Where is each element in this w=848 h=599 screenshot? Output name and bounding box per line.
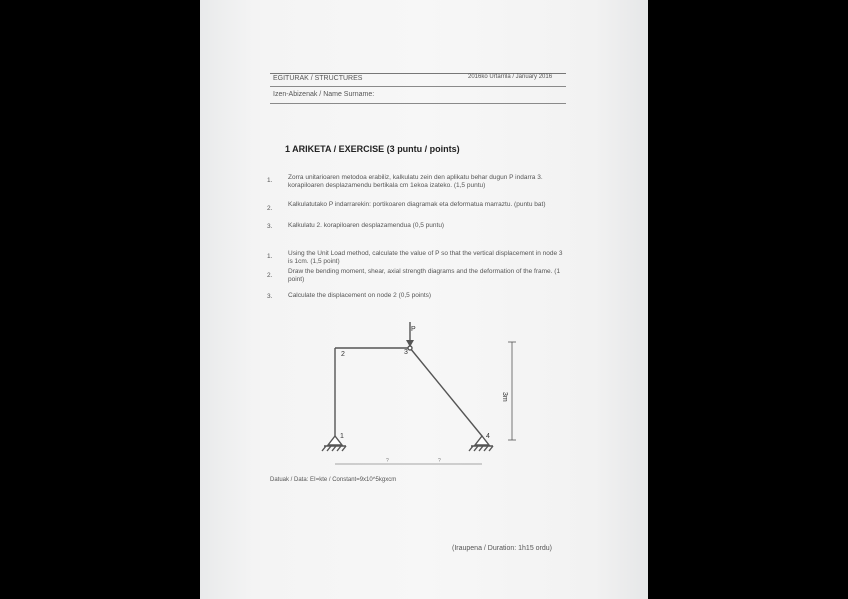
item-number: 2. <box>267 272 273 279</box>
diagonal-member <box>410 348 482 436</box>
node-label-4: 4 <box>486 433 490 440</box>
item-number: 3. <box>267 223 273 230</box>
frame-figure <box>300 312 540 472</box>
basque-item: Kalkulatutako P indarrarekin: portikoaren diagramak eta deformatua marraztu. (puntu bat) <box>288 201 546 208</box>
basque-item: Kalkulatu 2. korapiloaren desplazamendua (0,5 puntu) <box>288 222 445 229</box>
span-label-left: ? <box>386 458 389 464</box>
node-label-1: 1 <box>340 433 344 440</box>
english-item: Calculate the displacement on node 2 (0,5 points) <box>288 292 432 299</box>
item-number: 3. <box>267 293 273 300</box>
basque-item: Zorra unitarioaren metodoa erabiliz, kalkulatu zein den aplikatu behar dugun P indarra 3. korapiloaren desplazamendu bertikala cm 1ekoa izateko. (1,5 puntu) <box>288 174 543 189</box>
exam-sheet <box>200 0 648 599</box>
span-label-right: ? <box>438 458 441 464</box>
item-number: 1. <box>267 177 273 184</box>
height-label: 3m <box>501 392 508 402</box>
header-bottom-rule <box>270 103 566 104</box>
course-title: EGITURAK / STRUCTURES <box>273 75 363 82</box>
exercise-title: 1 ARIKETA / EXERCISE (3 puntu / points) <box>285 144 460 154</box>
duration-label: (Iraupena / Duration: 1h15 ordu) <box>452 545 553 552</box>
header-mid-rule <box>270 86 566 87</box>
node-label-3: 3 <box>404 349 408 356</box>
load-label: P <box>411 326 416 333</box>
data-line: Datuak / Data: EI=kte / Constant=9x10^5kgxcm <box>270 477 397 483</box>
english-item: Draw the bending moment, shear, axial strength diagrams and the deformation of the frame. (1 point) <box>288 268 561 283</box>
english-item: Using the Unit Load method, calculate the value of P so that the vertical displacement in node 3 is 1cm. (1,5 point) <box>288 250 563 265</box>
item-number: 2. <box>267 205 273 212</box>
exam-date: 2016ko Urtarrila / January 2016 <box>468 74 553 80</box>
name-label: Izen-Abizenak / Name Surname: <box>273 91 375 98</box>
item-number: 1. <box>267 253 273 260</box>
node-label-2: 2 <box>341 351 345 358</box>
node-3-joint <box>408 346 412 350</box>
